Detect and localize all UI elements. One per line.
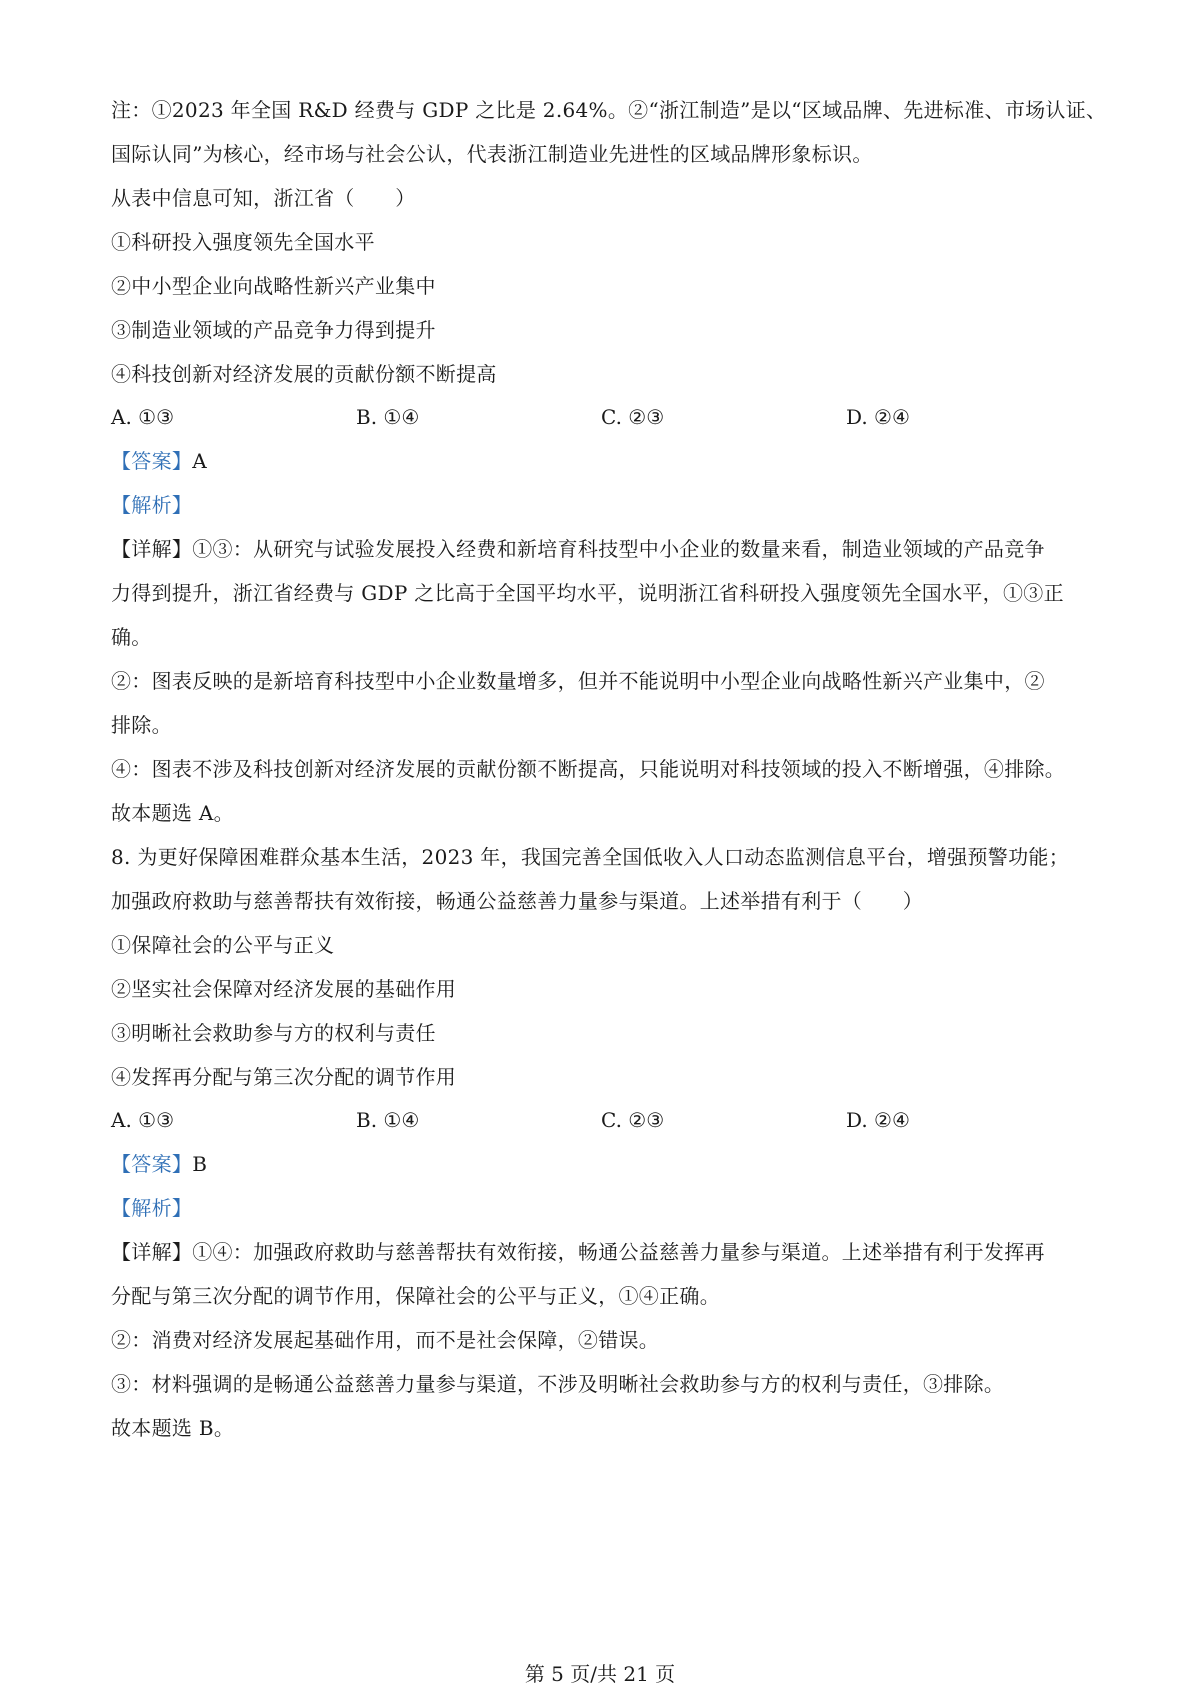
q7-answer-tag: 【答案】 bbox=[111, 449, 193, 473]
q7-detail-tag: 【详解】 bbox=[111, 537, 193, 561]
q7-option-a: A. ①③ bbox=[111, 405, 175, 429]
q7-analysis-tag: 【解析】 bbox=[111, 493, 193, 517]
q8-answer-value: B bbox=[192, 1152, 208, 1176]
q8-item-1: ①保障社会的公平与正义 bbox=[111, 933, 335, 957]
q7-item-4: ④科技创新对经济发展的贡献份额不断提高 bbox=[111, 362, 497, 386]
q7-detail-line-7: 故本题选 A。 bbox=[111, 801, 234, 825]
q8-item-2: ②坚实社会保障对经济发展的基础作用 bbox=[111, 977, 457, 1001]
q7-analysis-line bbox=[111, 491, 1091, 519]
q7-stem: 从表中信息可知，浙江省（ ） bbox=[111, 186, 416, 210]
q8-option-b: B. ①④ bbox=[356, 1108, 420, 1132]
q8-option-c: C. ②③ bbox=[601, 1108, 665, 1132]
q8-detail-line-3: ②：消费对经济发展起基础作用，而不是社会保障，②错误。 bbox=[111, 1328, 660, 1352]
q8-answer-tag: 【答案】 bbox=[111, 1152, 193, 1176]
q8-detail-line-5: 故本题选 B。 bbox=[111, 1416, 235, 1440]
q7-note-line-1: 注：①2023 年全国 R&D 经费与 GDP 之比是 2.64%。②“浙江制造”是以“区域品牌、先进标准、市场认证、 bbox=[111, 98, 1107, 122]
q7-answer-value: A bbox=[192, 449, 207, 473]
q7-detail-text-1: ①③：从研究与试验发展投入经费和新培育科技型中小企业的数量来看，制造业领域的产品竞争 bbox=[192, 537, 1045, 561]
q7-item-1: ①科研投入强度领先全国水平 bbox=[111, 230, 375, 254]
q8-detail-line-1 bbox=[111, 1238, 1091, 1266]
q7-detail-line-5: 排除。 bbox=[111, 713, 172, 737]
q8-detail-text-1: ①④：加强政府救助与慈善帮扶有效衔接，畅通公益慈善力量参与渠道。上述举措有利于发挥再 bbox=[192, 1240, 1045, 1264]
q8-detail-line-2: 分配与第三次分配的调节作用，保障社会的公平与正义，①④正确。 bbox=[111, 1284, 720, 1308]
q8-item-3: ③明晰社会救助参与方的权利与责任 bbox=[111, 1021, 436, 1045]
q8-detail-line-4: ③：材料强调的是畅通公益慈善力量参与渠道，不涉及明晰社会救助参与方的权利与责任，③排除。 bbox=[111, 1372, 1005, 1396]
q7-option-d: D. ②④ bbox=[846, 405, 910, 429]
q7-detail-line-1 bbox=[111, 535, 1091, 563]
q8-item-4: ④发挥再分配与第三次分配的调节作用 bbox=[111, 1065, 457, 1089]
q8-analysis-tag: 【解析】 bbox=[111, 1196, 193, 1220]
q7-detail-line-2: 力得到提升，浙江省经费与 GDP 之比高于全国平均水平，说明浙江省科研投入强度领先全国水平，①③正 bbox=[111, 581, 1064, 605]
q8-stem-line-2: 加强政府救助与慈善帮扶有效衔接，畅通公益慈善力量参与渠道。上述举措有利于（ ） bbox=[111, 889, 923, 913]
q7-detail-line-4: ②：图表反映的是新培育科技型中小企业数量增多，但并不能说明中小型企业向战略性新兴产业集中，② bbox=[111, 669, 1045, 693]
q8-option-a: A. ①③ bbox=[111, 1108, 175, 1132]
q7-note-line-2: 国际认同”为核心，经市场与社会公认，代表浙江制造业先进性的区域品牌形象标识。 bbox=[111, 142, 873, 166]
page-number: 第 5 页/共 21 页 bbox=[524, 1662, 676, 1686]
q7-option-b: B. ①④ bbox=[356, 405, 420, 429]
q7-item-2: ②中小型企业向战略性新兴产业集中 bbox=[111, 274, 436, 298]
q7-detail-line-3: 确。 bbox=[111, 625, 152, 649]
q8-option-d: D. ②④ bbox=[846, 1108, 910, 1132]
q7-option-c: C. ②③ bbox=[601, 405, 665, 429]
q7-answer-line bbox=[111, 447, 1091, 475]
q7-detail-line-6: ④：图表不涉及科技创新对经济发展的贡献份额不断提高，只能说明对科技领域的投入不断增强，④排除。 bbox=[111, 757, 1066, 781]
q7-item-3: ③制造业领域的产品竞争力得到提升 bbox=[111, 318, 436, 342]
q8-stem-line-1: 8. 为更好保障困难群众基本生活，2023 年，我国完善全国低收入人口动态监测信息平台，增强预警功能； bbox=[111, 845, 1069, 869]
q8-analysis-line bbox=[111, 1194, 1091, 1222]
q8-answer-line bbox=[111, 1150, 1091, 1178]
q8-detail-tag: 【详解】 bbox=[111, 1240, 193, 1264]
